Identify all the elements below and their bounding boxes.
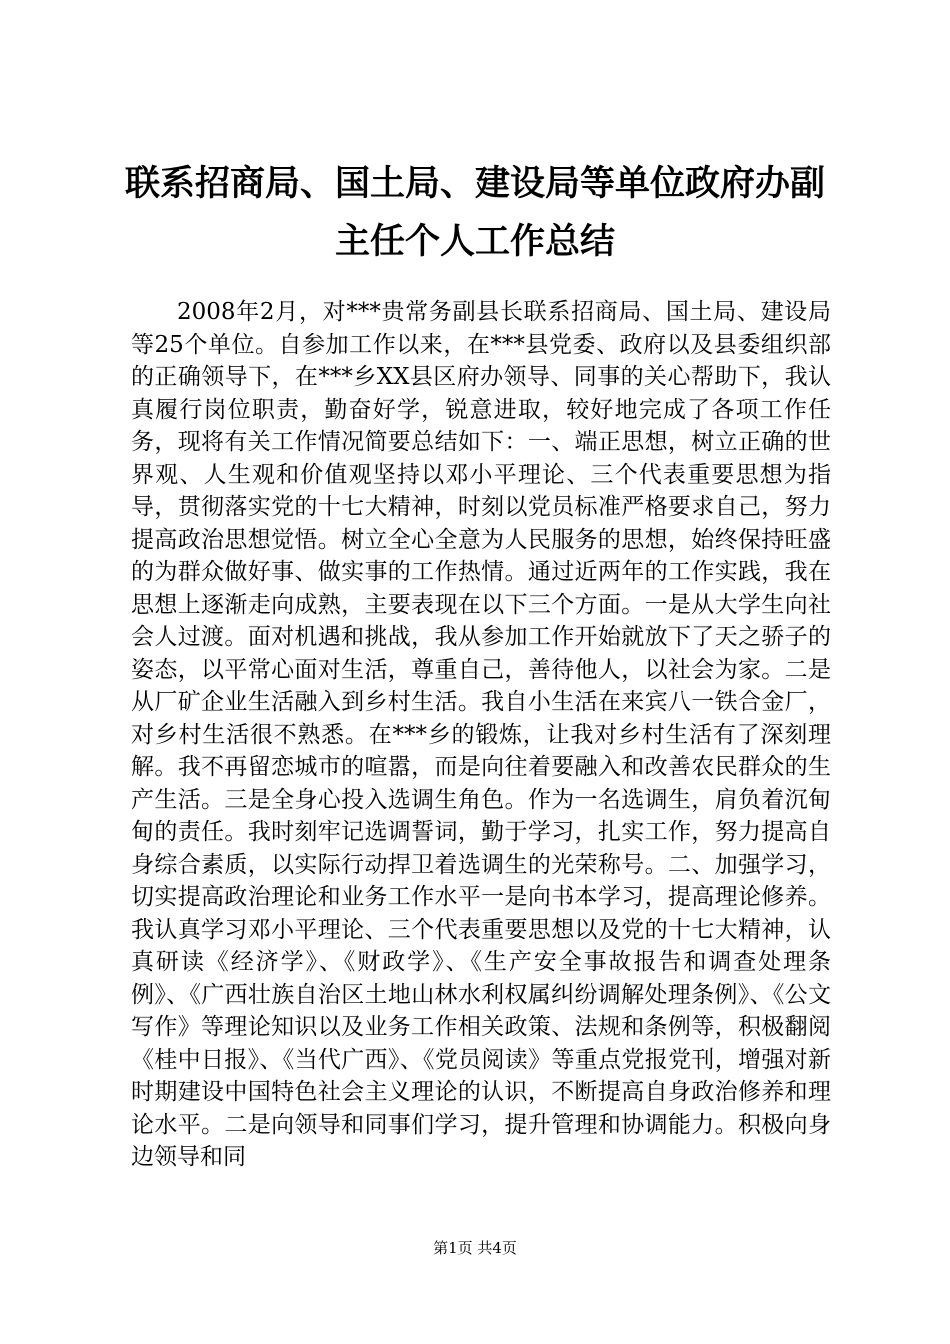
document-title-line-2: 主任个人工作总结: [334, 222, 615, 262]
page-number-footer: 第1页 共4页: [433, 1239, 517, 1257]
document-body-text: 2008年2月，对***贵常务副县长联系招商局、国土局、建设局等25个单位。自参加工作以来，在***县党委、政府以及县委组织部的正确领导下，在***乡XX县区府办领导、同事的关心帮助下，我认真履行岗位职责，勤奋好学，锐意进取，较好地完成了各项工作任务，现将有关工作情况简要总结如下：一、端正思想，树立正确的世界观、人生观和价值观坚持以邓小平理论、三个代表重要思想为指导，贯彻落实党的十七大精神，时刻以党员标准严格要求自己，努力提高政治思想觉悟。树立全心全意为人民服务的思想，始终保持旺盛的为群众做好事、做实事的工作热情。通过近两年的工作实践，我在思想上逐渐走向成熟，主要表现在以下三个方面。一是从大学生向社会人过渡。面对机遇和挑战，我从参加工作开始就放下了天之骄子的姿态，以平常心面对生活，尊重自己，善待他人，以社会为家。二是从厂矿企业生活融入到乡村生活。我自小生活在来宾八一铁合金厂，对乡村生活很不熟悉。在***乡的锻炼，让我对乡村生活有了深刻理解。我不再留恋城市的喧嚣，而是向往着要融入和改善农民群众的生产生活。三是全身心投入选调生角色。作为一名选调生，肩负着沉甸甸的责任。我时刻牢记选调誓词，勤于学习，扎实工作，努力提高自身综合素质，以实际行动捍卫着选调生的光荣称号。二、加强学习，切实提高政治理论和业务工作水平一是向书本学习，提高理论修养。我认真学习邓小平理论、三个代表重要思想以及党的十七大精神，认真研读《经济学》、《财政学》、《生产安全事故报告和调查处理条例》、《广西壮族自治区土地山林水利权属纠纷调解处理条例》、《公文写作》等理论知识以及业务工作相关政策、法规和条例等，积极翻阅《桂中日报》、《当代广西》、《党员阅读》等重点党报党刊，增强对新时期建设中国特色社会主义理论的认识，不断提高自身政治修养和理论水平。二是向领导和同事们学习，提升管理和协调能力。积极向身边领导和同: [131, 299, 831, 1170]
document-title-line-1: 联系招商局、国土局、建设局等单位政府办副: [124, 164, 825, 204]
